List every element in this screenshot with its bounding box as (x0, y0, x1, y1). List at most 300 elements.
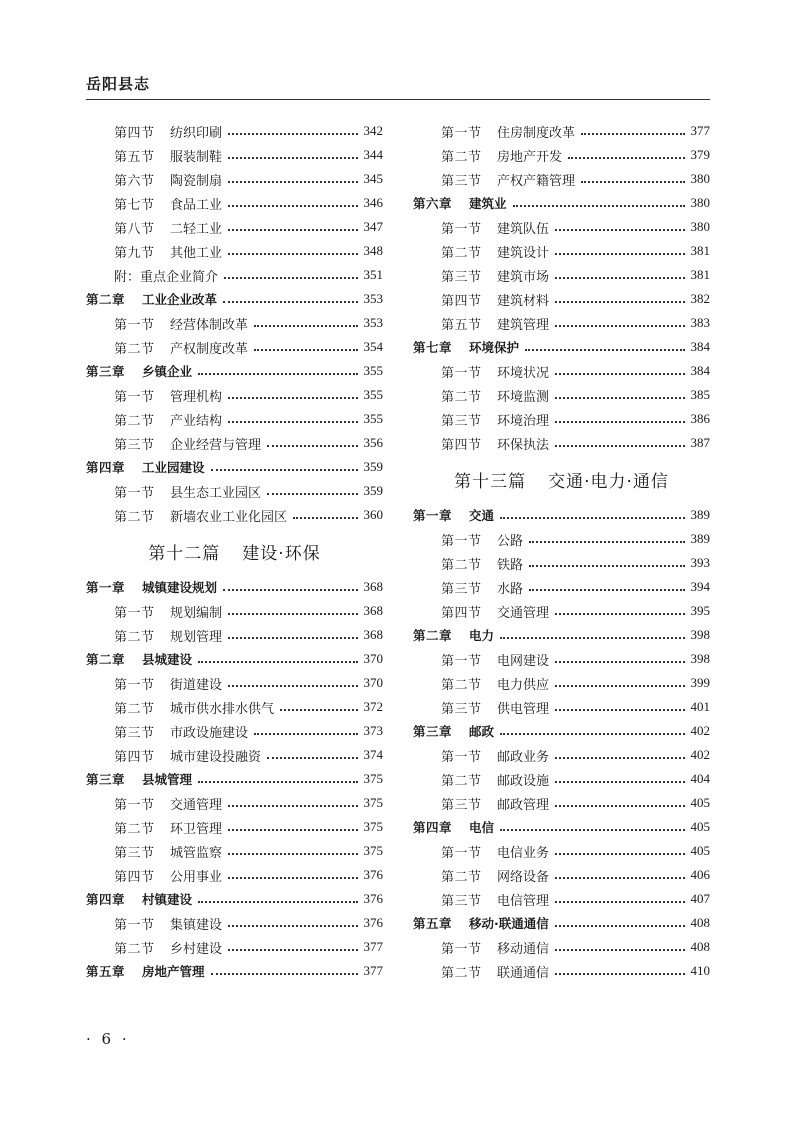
chapter-title: 县城管理 (142, 772, 193, 787)
dot-leader (228, 205, 357, 207)
section-title: 新墙农业工业化园区 (170, 509, 288, 525)
dot-leader (198, 781, 357, 783)
section-number: 第三节 (441, 893, 482, 909)
dot-leader (555, 949, 684, 951)
dot-leader (555, 709, 684, 711)
section-title: 铁路 (497, 557, 524, 573)
section-title: 环保执法 (497, 437, 550, 453)
dot-leader (228, 133, 357, 135)
dot-leader (529, 589, 684, 591)
section-number: 第二节 (441, 389, 482, 405)
dot-leader (224, 277, 357, 279)
toc-section-entry[interactable] (413, 839, 710, 863)
toc-section-entry[interactable] (86, 695, 383, 719)
page-number: 373 (363, 723, 383, 738)
toc-section-entry[interactable] (86, 503, 383, 527)
toc-chapter-entry[interactable] (86, 887, 383, 911)
dot-leader (529, 541, 684, 543)
section-title: 乡村建设 (170, 941, 223, 957)
toc-section-entry[interactable] (413, 887, 710, 911)
section-number: 第二节 (441, 557, 482, 573)
page-number: 385 (690, 387, 710, 402)
section-number: 第二节 (114, 941, 155, 957)
toc-section-entry[interactable] (86, 791, 383, 815)
chapter-title: 乡镇企业 (142, 364, 193, 379)
page-number: 398 (690, 651, 710, 666)
page-number: 393 (690, 555, 710, 570)
toc-appendix-entry[interactable] (86, 263, 383, 287)
section-number: 第三节 (114, 725, 155, 741)
section-number: 第一节 (441, 749, 482, 765)
dot-leader (500, 733, 684, 735)
toc-section-entry[interactable] (86, 719, 383, 743)
page-number: 383 (690, 315, 710, 330)
dot-leader (555, 397, 684, 399)
chapter-number: 第二章 (86, 652, 126, 667)
page-number: 370 (363, 651, 383, 666)
page-number: 382 (690, 291, 710, 306)
dot-leader (555, 277, 684, 279)
page-number: 376 (363, 891, 383, 906)
toc-chapter-entry[interactable] (413, 623, 710, 647)
toc-section-entry[interactable] (413, 239, 710, 263)
dot-leader (211, 973, 358, 975)
toc-chapter-entry[interactable] (86, 959, 383, 983)
section-number: 第一节 (441, 653, 482, 669)
section-title: 附：重点企业简介 (114, 269, 219, 285)
chapter-number: 第三章 (86, 364, 126, 379)
page-number: 355 (363, 387, 383, 402)
section-title: 环境监测 (497, 389, 550, 405)
section-title: 纺织印刷 (170, 125, 223, 141)
chapter-title: 交通 (469, 508, 495, 523)
section-title: 环卫管理 (170, 821, 223, 837)
section-number: 第二节 (114, 509, 155, 525)
toc-section-entry[interactable] (86, 383, 383, 407)
dot-leader (228, 157, 357, 159)
section-number: 第四节 (441, 605, 482, 621)
toc-section-entry[interactable] (86, 911, 383, 935)
part-title: 交通·电力·通信 (548, 471, 669, 492)
page-number: 368 (363, 603, 383, 618)
section-title: 水路 (497, 581, 524, 597)
toc-section-entry[interactable] (413, 575, 710, 599)
toc-section-entry[interactable] (413, 431, 710, 455)
page-number: 360 (363, 507, 383, 522)
section-number: 第八节 (114, 221, 155, 237)
dot-leader (228, 877, 357, 879)
chapter-number: 第四章 (86, 460, 126, 475)
chapter-number: 第五章 (413, 916, 453, 931)
toc-section-entry[interactable] (86, 863, 383, 887)
dot-leader (228, 181, 357, 183)
section-title: 建筑材料 (497, 293, 550, 309)
page-number: 348 (363, 243, 383, 258)
toc-section-entry[interactable] (413, 671, 710, 695)
section-number: 第四节 (114, 869, 155, 885)
page-number: 377 (363, 939, 383, 954)
page-number: 389 (690, 507, 710, 522)
section-number: 第一节 (441, 125, 482, 141)
toc-chapter-entry[interactable] (413, 503, 710, 527)
chapter-title: 工业企业改革 (142, 292, 218, 307)
page-number: 394 (690, 579, 710, 594)
section-number: 第二节 (114, 821, 155, 837)
toc-section-entry[interactable] (86, 407, 383, 431)
dot-leader (555, 325, 684, 327)
toc-chapter-entry[interactable] (413, 335, 710, 359)
toc-right-column (413, 119, 710, 983)
page-number: 353 (363, 291, 383, 306)
section-number: 第二节 (441, 965, 482, 981)
toc-section-entry[interactable] (413, 167, 710, 191)
dot-leader (555, 301, 684, 303)
page-number: 372 (363, 699, 383, 714)
chapter-title: 城镇建设规划 (142, 580, 218, 595)
page-number: 387 (690, 435, 710, 450)
toc-section-entry[interactable] (86, 743, 383, 767)
page-number: 353 (363, 315, 383, 330)
toc-chapter-entry[interactable] (86, 647, 383, 671)
page-number: 384 (690, 339, 710, 354)
section-title: 网络设备 (497, 869, 550, 885)
toc-section-entry[interactable] (86, 671, 383, 695)
section-title: 公用事业 (170, 869, 223, 885)
page-number: 410 (690, 963, 710, 978)
dot-leader (228, 253, 357, 255)
page-number: 351 (363, 267, 383, 282)
page-number: 402 (690, 723, 710, 738)
dot-leader (555, 229, 684, 231)
dot-leader (228, 805, 357, 807)
section-number: 第九节 (114, 245, 155, 261)
toc-chapter-entry[interactable] (413, 815, 710, 839)
page-number: 376 (363, 867, 383, 882)
page-number: 355 (363, 411, 383, 426)
section-title: 集镇建设 (170, 917, 223, 933)
toc-section-entry[interactable] (86, 191, 383, 215)
toc-section-entry[interactable] (413, 359, 710, 383)
page-number: 347 (363, 219, 383, 234)
section-title: 环境状况 (497, 365, 550, 381)
section-number: 第三节 (441, 173, 482, 189)
section-number: 第六节 (114, 173, 155, 189)
section-title: 交通管理 (170, 797, 223, 813)
chapter-number: 第二章 (86, 292, 126, 307)
section-title: 企业经营与管理 (170, 437, 262, 453)
dot-leader (555, 613, 684, 615)
toc-section-entry[interactable] (86, 239, 383, 263)
dot-leader (198, 373, 357, 375)
section-title: 产权制度改革 (170, 341, 249, 357)
section-number: 第七节 (114, 197, 155, 213)
chapter-number: 第三章 (86, 772, 126, 787)
section-number: 第一节 (114, 605, 155, 621)
dot-leader (228, 421, 357, 423)
toc-chapter-entry[interactable] (86, 767, 383, 791)
page-number: 407 (690, 891, 710, 906)
page-number: 346 (363, 195, 383, 210)
dot-leader (500, 517, 684, 519)
dot-leader (280, 709, 357, 711)
page-number: 375 (363, 771, 383, 786)
toc-section-entry[interactable] (413, 767, 710, 791)
section-number: 第三节 (441, 797, 482, 813)
dot-leader (568, 157, 684, 159)
section-title: 街道建设 (170, 677, 223, 693)
toc-section-entry[interactable] (413, 311, 710, 335)
section-number: 第四节 (114, 749, 155, 765)
section-number: 第二节 (441, 677, 482, 693)
section-title: 住房制度改革 (497, 125, 576, 141)
section-title: 交通管理 (497, 605, 550, 621)
section-title: 建筑市场 (497, 269, 550, 285)
toc-section-entry[interactable] (86, 335, 383, 359)
page-number: 370 (363, 675, 383, 690)
toc-section-entry[interactable] (86, 935, 383, 959)
section-number: 第一节 (114, 317, 155, 333)
dot-leader (555, 445, 684, 447)
toc-section-entry[interactable] (86, 311, 383, 335)
toc-left-column (86, 119, 383, 983)
section-number: 第一节 (114, 677, 155, 693)
toc-chapter-entry[interactable] (86, 455, 383, 479)
section-title: 城市建设投融资 (170, 749, 262, 765)
toc-section-entry[interactable] (86, 119, 383, 143)
section-title: 经营体制改革 (170, 317, 249, 333)
part-title: 建设·环保 (242, 543, 321, 564)
dot-leader (267, 757, 357, 759)
dot-leader (555, 973, 684, 975)
section-title: 陶瓷制扇 (170, 173, 223, 189)
toc-section-entry[interactable] (413, 959, 710, 983)
toc-section-entry[interactable] (86, 599, 383, 623)
chapter-number: 第七章 (413, 340, 453, 355)
section-title: 供电管理 (497, 701, 550, 717)
toc-section-entry[interactable] (413, 287, 710, 311)
dot-leader (198, 901, 357, 903)
toc-chapter-entry[interactable] (86, 287, 383, 311)
section-title: 邮政业务 (497, 749, 550, 765)
section-title: 服装制鞋 (170, 149, 223, 165)
toc-chapter-entry[interactable] (413, 191, 710, 215)
dot-leader (228, 853, 357, 855)
chapter-title: 电力 (469, 628, 495, 643)
dot-leader (254, 733, 357, 735)
section-title: 城管监察 (170, 845, 223, 861)
section-title: 城市供水排水供气 (170, 701, 275, 717)
page-number: 408 (690, 939, 710, 954)
toc-section-entry[interactable] (86, 623, 383, 647)
toc-section-entry[interactable] (413, 215, 710, 239)
toc-section-entry[interactable] (413, 119, 710, 143)
dot-leader (525, 349, 684, 351)
page-number-footer: · 6 · (86, 1030, 130, 1048)
dot-leader (223, 589, 357, 591)
dot-leader (555, 805, 684, 807)
section-number: 第一节 (441, 845, 482, 861)
section-number: 第三节 (441, 269, 482, 285)
page-number: 408 (690, 915, 710, 930)
section-title: 其他工业 (170, 245, 223, 261)
chapter-title: 村镇建设 (142, 892, 193, 907)
dot-leader (581, 181, 684, 183)
section-number: 第一节 (441, 941, 482, 957)
section-number: 第三节 (441, 701, 482, 717)
section-title: 产权产籍管理 (497, 173, 576, 189)
dot-leader (228, 829, 357, 831)
section-title: 建筑设计 (497, 245, 550, 261)
toc-section-entry[interactable] (413, 551, 710, 575)
page-number: 359 (363, 459, 383, 474)
section-number: 第三节 (441, 413, 482, 429)
toc-section-entry[interactable] (86, 143, 383, 167)
toc-section-entry[interactable] (86, 839, 383, 863)
section-number: 第二节 (114, 629, 155, 645)
toc-section-entry[interactable] (413, 383, 710, 407)
dot-leader (228, 637, 357, 639)
chapter-title: 房地产管理 (142, 964, 205, 979)
chapter-number: 第四章 (86, 892, 126, 907)
toc-chapter-entry[interactable] (86, 359, 383, 383)
page-number: 404 (690, 771, 710, 786)
page-number: 377 (690, 123, 710, 138)
section-title: 公路 (497, 533, 524, 549)
section-number: 第四节 (441, 437, 482, 453)
toc-section-entry[interactable] (413, 263, 710, 287)
section-number: 第二节 (114, 413, 155, 429)
dot-leader (529, 565, 684, 567)
toc-section-entry[interactable] (413, 743, 710, 767)
dot-leader (228, 949, 357, 951)
dot-leader (228, 613, 357, 615)
section-number: 第一节 (441, 533, 482, 549)
page-number: 402 (690, 747, 710, 762)
part-number: 第十三篇 (454, 471, 527, 492)
page-number: 398 (690, 627, 710, 642)
toc-section-entry[interactable] (86, 815, 383, 839)
page-number: 405 (690, 843, 710, 858)
section-title: 联通通信 (497, 965, 550, 981)
toc-section-entry[interactable] (413, 695, 710, 719)
page-number: 359 (363, 483, 383, 498)
section-number: 第五节 (114, 149, 155, 165)
page-number: 368 (363, 579, 383, 594)
section-number: 第三节 (114, 437, 155, 453)
section-title: 房地产开发 (497, 149, 563, 165)
page-number: 389 (690, 531, 710, 546)
section-number: 第二节 (114, 341, 155, 357)
chapter-title: 移动·联通通信 (469, 916, 549, 931)
dot-leader (555, 925, 685, 927)
page-number: 381 (690, 243, 710, 258)
dot-leader (500, 637, 684, 639)
dot-leader (555, 757, 684, 759)
page-number: 395 (690, 603, 710, 618)
page-number: 405 (690, 819, 710, 834)
section-title: 县生态工业园区 (170, 485, 262, 501)
page-number: 345 (363, 171, 383, 186)
page-number: 342 (363, 123, 383, 138)
dot-leader (293, 517, 357, 519)
dot-leader (228, 229, 357, 231)
page-number: 377 (363, 963, 383, 978)
toc-section-entry[interactable] (86, 431, 383, 455)
section-title: 市政设施建设 (170, 725, 249, 741)
toc-chapter-entry[interactable] (413, 719, 710, 743)
section-title: 建筑队伍 (497, 221, 550, 237)
part-heading (413, 455, 710, 503)
dot-leader (211, 469, 358, 471)
toc-section-entry[interactable] (86, 215, 383, 239)
page-number: 384 (690, 363, 710, 378)
chapter-number: 第一章 (413, 508, 453, 523)
part-heading (86, 527, 383, 575)
page-number: 405 (690, 795, 710, 810)
section-title: 规划编制 (170, 605, 223, 621)
section-title: 二轻工业 (170, 221, 223, 237)
dot-leader (228, 925, 357, 927)
page-number: 374 (363, 747, 383, 762)
chapter-title: 环境保护 (469, 340, 520, 355)
section-number: 第四节 (441, 293, 482, 309)
toc-section-entry[interactable] (413, 647, 710, 671)
toc-section-entry[interactable] (86, 167, 383, 191)
toc-section-entry[interactable] (413, 599, 710, 623)
section-number: 第一节 (441, 221, 482, 237)
section-number: 第三节 (441, 581, 482, 597)
section-number: 第一节 (114, 485, 155, 501)
page-number: 401 (690, 699, 710, 714)
toc-section-entry[interactable] (413, 407, 710, 431)
dot-leader (555, 373, 684, 375)
toc-section-entry[interactable] (413, 935, 710, 959)
chapter-number: 第六章 (413, 196, 453, 211)
section-title: 电网建设 (497, 653, 550, 669)
header-rule (86, 99, 710, 100)
chapter-number: 第二章 (413, 628, 453, 643)
dot-leader (581, 133, 684, 135)
page-number: 356 (363, 435, 383, 450)
section-title: 电力供应 (497, 677, 550, 693)
section-title: 建筑管理 (497, 317, 550, 333)
dot-leader (555, 781, 684, 783)
page-number: 406 (690, 867, 710, 882)
chapter-title: 邮政 (469, 724, 495, 739)
section-title: 邮政管理 (497, 797, 550, 813)
toc-section-entry[interactable] (413, 143, 710, 167)
section-title: 环境治理 (497, 413, 550, 429)
page-number: 368 (363, 627, 383, 642)
chapter-number: 第五章 (86, 964, 126, 979)
chapter-title: 工业园建设 (142, 460, 205, 475)
page-number: 399 (690, 675, 710, 690)
toc-section-entry[interactable] (413, 527, 710, 551)
chapter-title: 县城建设 (142, 652, 193, 667)
toc-section-entry[interactable] (413, 791, 710, 815)
chapter-number: 第四章 (413, 820, 453, 835)
dot-leader (198, 661, 357, 663)
toc-section-entry[interactable] (86, 479, 383, 503)
dot-leader (267, 445, 357, 447)
section-number: 第三节 (114, 845, 155, 861)
toc-section-entry[interactable] (413, 863, 710, 887)
dot-leader (267, 493, 357, 495)
part-number: 第十二篇 (148, 543, 221, 564)
section-title: 产业结构 (170, 413, 223, 429)
toc-chapter-entry[interactable] (86, 575, 383, 599)
toc-chapter-entry[interactable] (413, 911, 710, 935)
